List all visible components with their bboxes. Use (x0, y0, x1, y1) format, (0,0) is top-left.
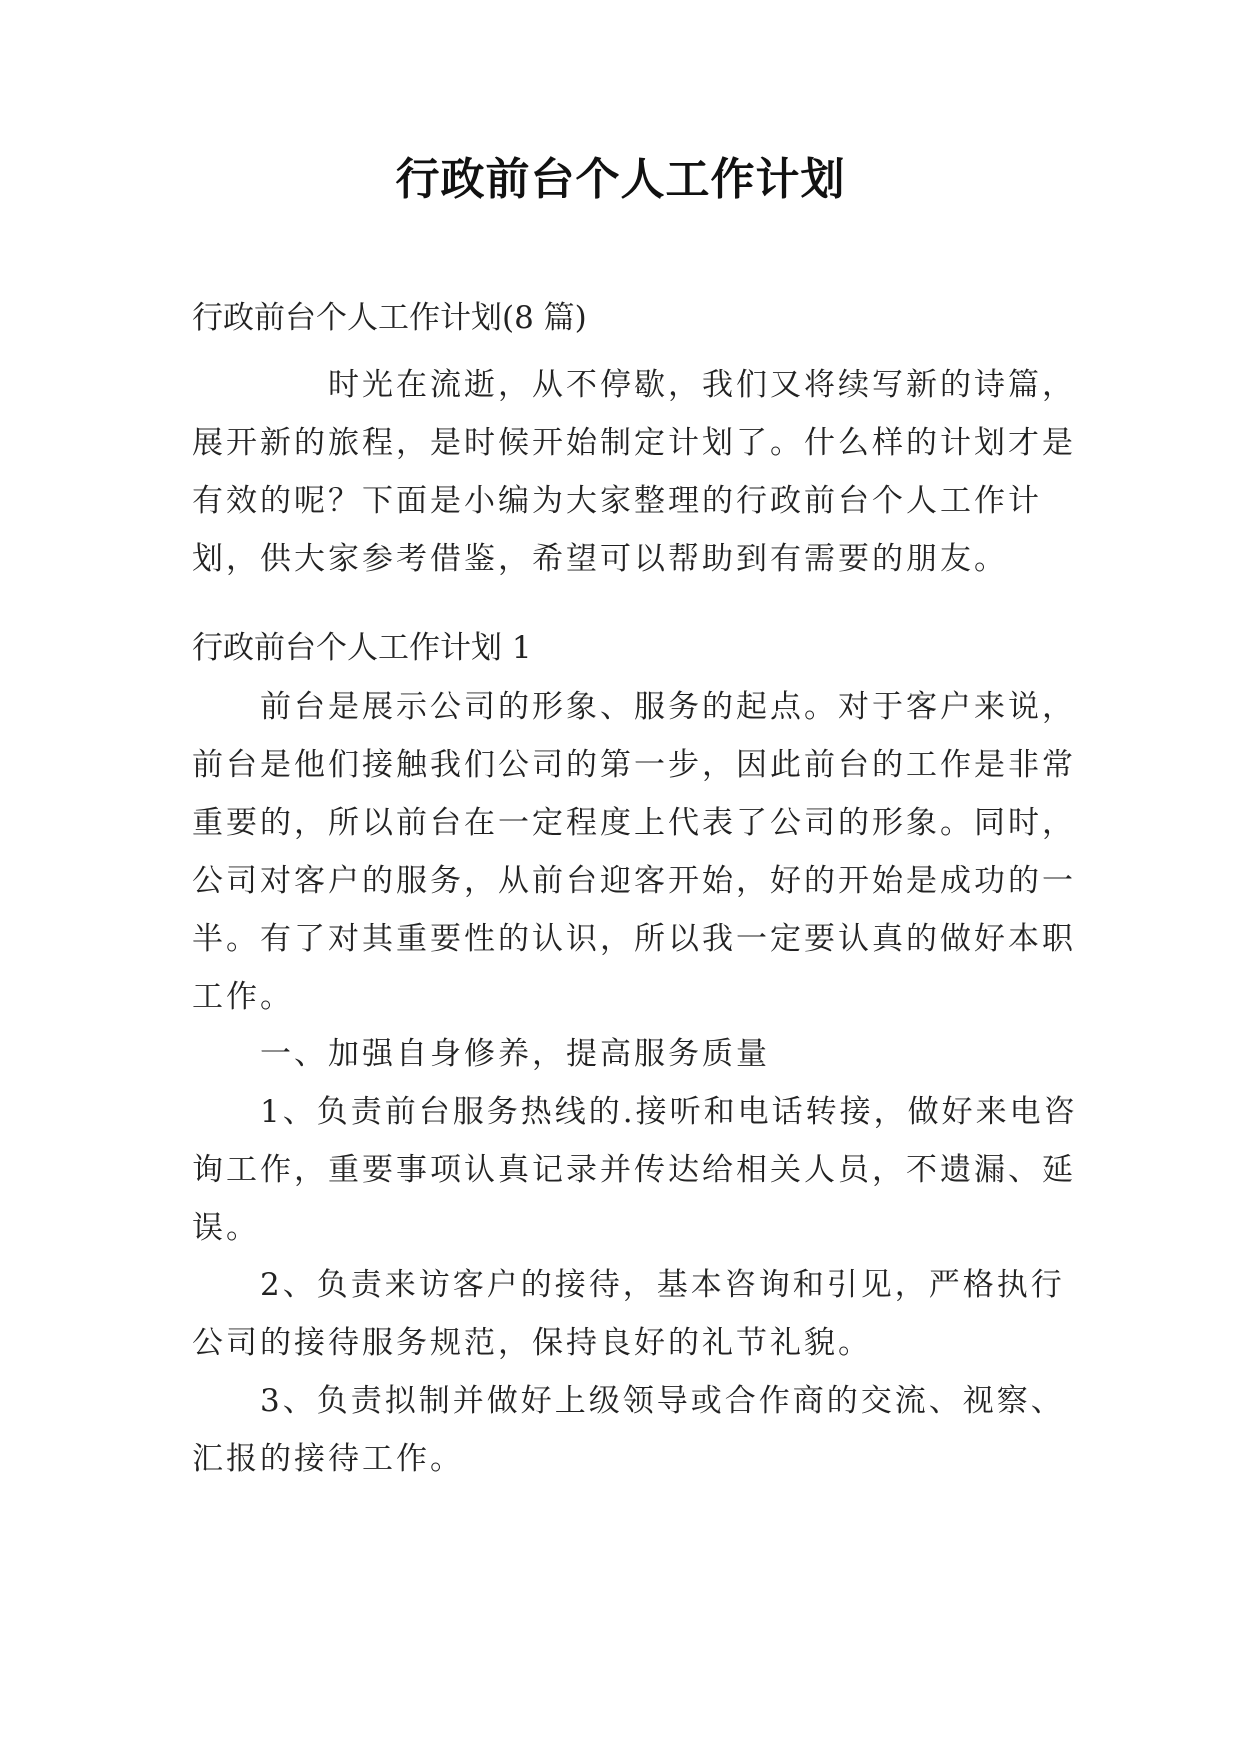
paragraph-line: 前台是展示公司的形象、服务的起点。对于客户来说， (260, 689, 1076, 725)
paragraph-line: 时光在流逝，从不停歇，我们又将续写新的诗篇， (328, 367, 1076, 403)
paragraph-line: 2、负责来访客户的接待，基本咨询和引见，严格执行 (260, 1267, 1065, 1303)
paragraph-line: 工作。 (192, 979, 294, 1015)
paragraph-line: 重要的，所以前台在一定程度上代表了公司的形象。同时， (192, 805, 1076, 841)
paragraph-line: 有效的呢？下面是小编为大家整理的行政前台个人工作计 (192, 483, 1042, 519)
list-item-2 (192, 1256, 1072, 1372)
paragraph-line: 询工作，重要事项认真记录并传达给相关人员，不遗漏、延 (192, 1152, 1076, 1188)
section-heading-text: 行政前台个人工作计划 1 (192, 630, 532, 666)
part-heading (192, 1025, 1072, 1083)
paragraph-line: 前台是他们接触我们公司的第一步，因此前台的工作是非常 (192, 747, 1076, 783)
section-heading (192, 626, 1072, 670)
section1-paragraph (192, 678, 1076, 1026)
paragraph-line: 半。有了对其重要性的认识，所以我一定要认真的做好本职 (192, 921, 1076, 957)
paragraph-line: 划，供大家参考借鉴，希望可以帮助到有需要的朋友。 (192, 541, 1008, 577)
part-heading-text: 一、加强自身修养，提高服务质量 (260, 1036, 770, 1072)
intro-paragraph (192, 356, 1076, 588)
document-title: 行政前台个人工作计划 (395, 154, 846, 205)
list-item-1 (192, 1083, 1078, 1257)
paragraph-line: 公司对客户的服务，从前台迎客开始，好的开始是成功的一 (192, 863, 1076, 899)
paragraph-line: 展开新的旅程，是时候开始制定计划了。什么样的计划才是 (192, 425, 1076, 461)
paragraph-line: 3、负责拟制并做好上级领导或合作商的交流、视察、 (260, 1383, 1065, 1419)
paragraph-line: 公司的接待服务规范，保持良好的礼节礼貌。 (192, 1325, 872, 1361)
paragraph-line: 误。 (192, 1210, 260, 1246)
document-subtitle: 行政前台个人工作计划(8 篇) (192, 300, 587, 336)
paragraph-line: 汇报的接待工作。 (192, 1441, 464, 1477)
paragraph-line: 1、负责前台服务热线的.接听和电话转接，做好来电咨 (260, 1094, 1078, 1130)
list-item-3 (192, 1372, 1072, 1488)
